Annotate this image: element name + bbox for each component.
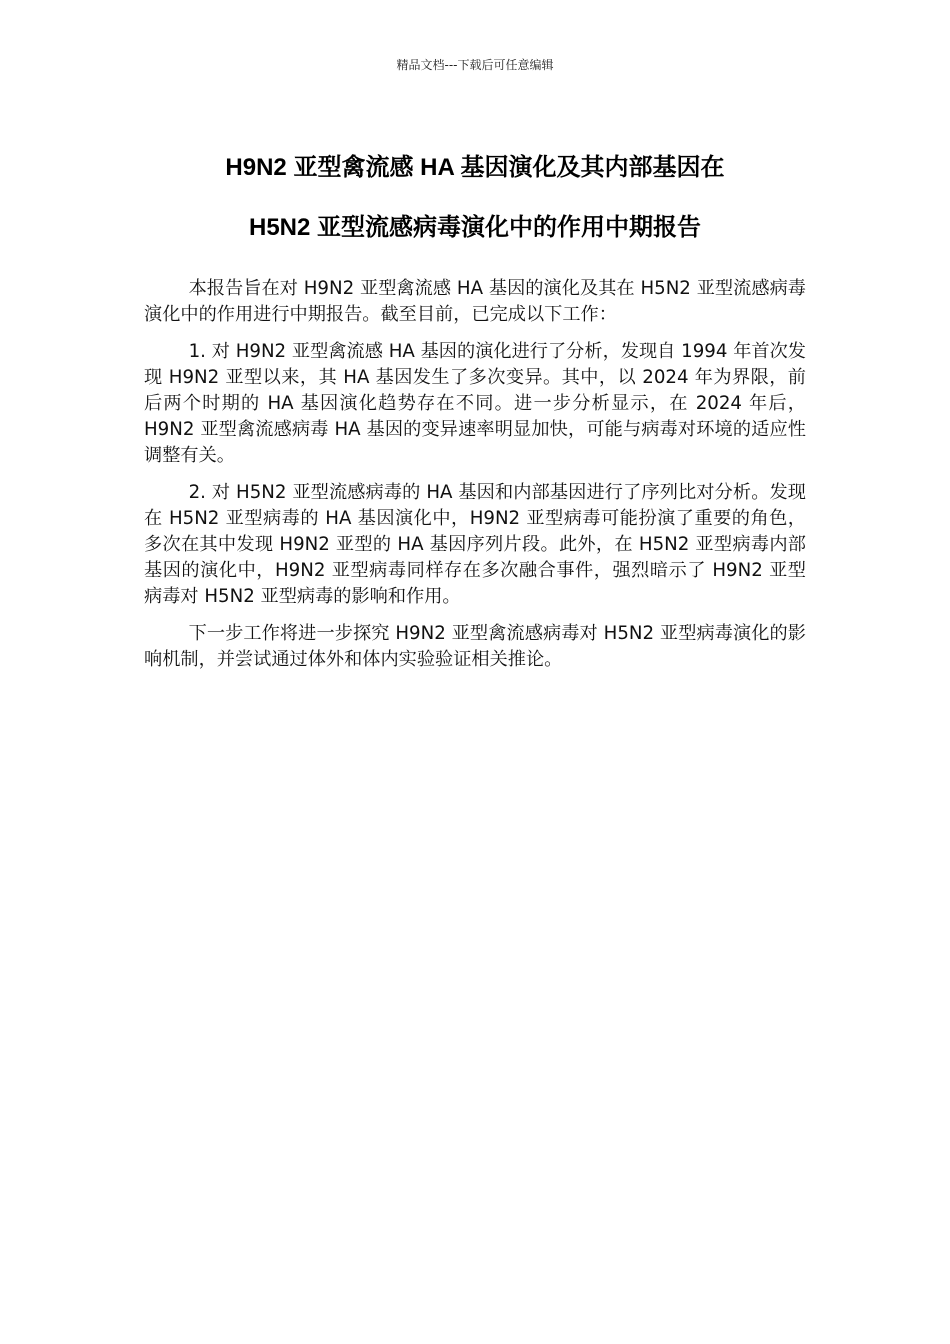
- finding-1-paragraph: 1. 对 H9N2 亚型禽流感 HA 基因的演化进行了分析，发现自 1994 年首次发现 H9N2 亚型以来，其 HA 基因发生了多次变异。其中，以 2024 年为界限，前后两个时期的 HA 基因演化趋势存在不同。进一步分析显示，在 2024 年后，H9N2 亚型禽流感病毒 HA 基因的变异速率明显加快，可能与病毒对环境的适应性调整有关。: [144, 341, 806, 466]
- finding-2-paragraph: 2. 对 H5N2 亚型流感病毒的 HA 基因和内部基因进行了序列比对分析。发现在 H5N2 亚型病毒的 HA 基因演化中，H9N2 亚型病毒可能扮演了重要的角色，多次在其中发现 H9N2 亚型的 HA 基因序列片段。此外，在 H5N2 亚型病毒内部基因的演化中，H9N2 亚型病毒同样存在多次融合事件，强烈暗示了 H9N2 亚型病毒对 H5N2 亚型病毒的影响和作用。: [144, 482, 806, 607]
- document-title: [100, 138, 850, 258]
- document-title-line-1: H9N2 亚型禽流感 HA 基因演化及其内部基因在: [225, 154, 725, 181]
- page-header-note: 精品文档---下载后可任意编辑: [396, 58, 554, 72]
- document-title-line-2: H5N2 亚型流感病毒演化中的作用中期报告: [248, 214, 702, 241]
- next-steps-paragraph: 下一步工作将进一步探究 H9N2 亚型禽流感病毒对 H5N2 亚型病毒演化的影响机制，并尝试通过体外和体内实验验证相关推论。: [144, 623, 806, 670]
- document-body: [144, 276, 806, 684]
- intro-paragraph: 本报告旨在对 H9N2 亚型禽流感 HA 基因的演化及其在 H5N2 亚型流感病毒演化中的作用进行中期报告。截至目前，已完成以下工作：: [144, 278, 806, 325]
